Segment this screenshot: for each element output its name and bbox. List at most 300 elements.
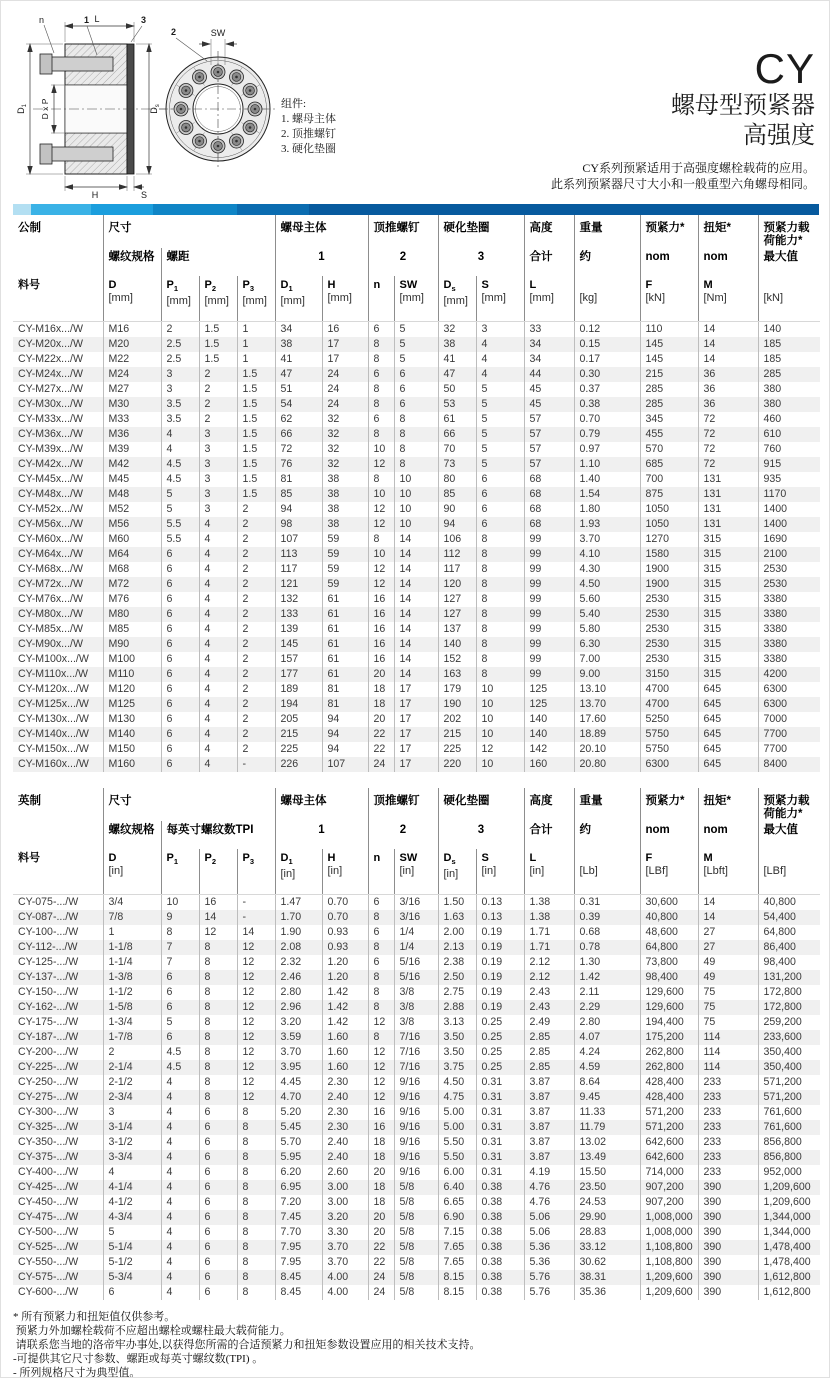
data-cell: 47 <box>275 367 322 382</box>
data-cell: CY-125-.../W <box>18 956 79 968</box>
data-cell: 1.71 <box>524 925 574 940</box>
data-cell: 7 <box>161 940 199 955</box>
data-cell: 9/16 <box>394 1120 438 1135</box>
sub-header: 2 <box>368 821 438 849</box>
sub-header: 约 <box>574 821 640 849</box>
data-cell: M130 <box>103 712 161 727</box>
data-cell: CY-525-.../W <box>13 1240 103 1255</box>
data-cell: 1/4 <box>394 940 438 955</box>
data-cell: 2 <box>237 682 275 697</box>
data-cell: 12 <box>368 457 394 472</box>
data-cell: 40,800 <box>758 895 820 911</box>
data-cell: 12 <box>476 742 524 757</box>
data-cell: 8 <box>368 970 394 985</box>
accent-bar-main <box>309 204 819 215</box>
data-cell: 5.50 <box>438 1150 476 1165</box>
data-cell: 12 <box>368 1075 394 1090</box>
data-cell: 120 <box>438 577 476 592</box>
data-cell: 3 <box>161 382 199 397</box>
data-cell: 6 <box>161 667 199 682</box>
data-cell: 0.13 <box>476 895 524 911</box>
data-cell: CY-400-.../W <box>18 1166 79 1178</box>
table-row <box>13 895 820 911</box>
table-row <box>13 487 820 502</box>
data-cell: 10 <box>476 682 524 697</box>
data-cell: 44 <box>524 367 574 382</box>
data-cell: 12 <box>368 1090 394 1105</box>
data-cell: 68 <box>524 502 574 517</box>
data-cell: 94 <box>438 517 476 532</box>
data-cell: 6 <box>394 367 438 382</box>
data-cell: 80 <box>438 472 476 487</box>
data-cell: 17 <box>394 742 438 757</box>
group-header-row <box>13 788 820 821</box>
data-cell: 66 <box>275 427 322 442</box>
data-cell: 3.70 <box>322 1255 368 1270</box>
data-cell: 24.53 <box>574 1195 640 1210</box>
data-cell: 9/16 <box>394 1165 438 1180</box>
data-cell: 760 <box>758 442 820 457</box>
data-cell: 32 <box>322 412 368 427</box>
data-cell: 129,600 <box>640 985 698 1000</box>
data-cell: 315 <box>698 652 758 667</box>
data-cell: 66 <box>438 427 476 442</box>
data-cell: 18 <box>368 1180 394 1195</box>
data-cell: 0.25 <box>476 1030 524 1045</box>
data-cell: 1.5 <box>199 337 237 352</box>
data-cell: 3.5 <box>161 412 199 427</box>
data-cell: 140 <box>438 637 476 652</box>
data-cell: M120 <box>103 682 161 697</box>
data-cell: 4.76 <box>524 1180 574 1195</box>
data-cell: 4.75 <box>438 1090 476 1105</box>
data-cell: 8 <box>237 1195 275 1210</box>
data-cell: 7700 <box>758 742 820 757</box>
data-cell: 185 <box>758 352 820 367</box>
data-cell: 73 <box>438 457 476 472</box>
data-cell: CY-200-.../W <box>18 1046 79 1058</box>
data-cell: 4 <box>161 1240 199 1255</box>
group-header: 预紧力* <box>640 215 698 248</box>
data-cell: 8 <box>476 607 524 622</box>
data-cell: 1.42 <box>322 985 368 1000</box>
data-cell: 3.00 <box>322 1180 368 1195</box>
data-cell: 8 <box>368 910 394 925</box>
data-cell: 6 <box>199 1270 237 1285</box>
data-cell: 8 <box>199 1030 237 1045</box>
data-cell: M110 <box>103 667 161 682</box>
data-cell: 4 <box>161 1195 199 1210</box>
data-cell: 1-1/8 <box>103 940 161 955</box>
table-row <box>13 1135 820 1150</box>
data-cell: 571,200 <box>640 1105 698 1120</box>
data-cell: M140 <box>103 727 161 742</box>
data-cell: 215 <box>275 727 322 742</box>
col-header: $P_1$ [mm] <box>161 276 199 322</box>
data-cell: 38 <box>322 472 368 487</box>
data-cell: 6300 <box>640 757 698 772</box>
data-cell: 8 <box>368 985 394 1000</box>
table-row <box>13 412 820 427</box>
dim-label-L: L <box>94 14 100 24</box>
data-cell: M45 <box>103 472 161 487</box>
data-cell: 22 <box>368 1255 394 1270</box>
data-cell: 157 <box>275 652 322 667</box>
data-cell: 4.00 <box>322 1285 368 1300</box>
data-cell: CY-475-.../W <box>13 1210 103 1225</box>
data-cell: 2530 <box>758 577 820 592</box>
group-header-row <box>13 215 820 248</box>
data-cell: M76 <box>103 592 161 607</box>
data-cell: 0.97 <box>574 442 640 457</box>
data-cell: 0.15 <box>574 337 640 352</box>
data-cell: 41 <box>438 352 476 367</box>
callout-1: 1 <box>84 15 90 25</box>
data-cell: 262,800 <box>640 1060 698 1075</box>
data-cell: 0.38 <box>476 1285 524 1300</box>
data-cell: 6 <box>368 322 394 338</box>
data-cell: CY-425-.../W <box>13 1180 103 1195</box>
data-cell: 99 <box>524 562 574 577</box>
data-cell: 2.30 <box>322 1120 368 1135</box>
table-row <box>13 367 820 382</box>
data-cell: 390 <box>698 1255 758 1270</box>
data-cell: 13.70 <box>574 697 640 712</box>
data-cell: 5 <box>476 382 524 397</box>
data-cell: 2.50 <box>438 970 476 985</box>
sub-header: 合计 <box>524 821 574 849</box>
group-header: 预紧力载荷能力* <box>758 788 820 821</box>
data-cell: 345 <box>640 412 698 427</box>
sub-header-row <box>13 248 820 276</box>
data-cell: 3.00 <box>322 1195 368 1210</box>
data-cell: 1,344,000 <box>758 1210 820 1225</box>
data-cell: 2530 <box>640 652 698 667</box>
data-cell: 2.40 <box>322 1090 368 1105</box>
data-cell: 4 <box>199 682 237 697</box>
group-header: 螺母主体 <box>275 215 368 248</box>
table-row <box>13 637 820 652</box>
sub-header: 1 <box>275 248 368 276</box>
table-row <box>13 1150 820 1165</box>
sub-header: 螺纹规格 <box>103 248 161 276</box>
data-cell: 315 <box>698 532 758 547</box>
footnotes <box>13 1310 817 1378</box>
data-cell: 190 <box>438 697 476 712</box>
data-cell: 28.83 <box>574 1225 640 1240</box>
data-cell: M20 <box>103 337 161 352</box>
data-cell: 5/8 <box>394 1255 438 1270</box>
data-cell: 1.10 <box>574 457 640 472</box>
data-cell: 350,400 <box>758 1060 820 1075</box>
data-cell: CY-137-.../W <box>13 970 103 985</box>
data-cell: 106 <box>438 532 476 547</box>
data-cell: 4 <box>199 577 237 592</box>
table-row <box>13 955 820 970</box>
data-cell: 5.80 <box>574 622 640 637</box>
data-cell: 14 <box>698 322 758 338</box>
data-cell: 4 <box>199 637 237 652</box>
data-cell: 112 <box>438 547 476 562</box>
data-cell: 645 <box>698 727 758 742</box>
data-cell: 1.5 <box>199 322 237 338</box>
group-header: 扭矩* <box>698 788 758 821</box>
data-cell: CY-600-.../W <box>18 1286 79 1298</box>
data-cell: 59 <box>322 547 368 562</box>
data-cell: 11.79 <box>574 1120 640 1135</box>
data-cell: 4 <box>199 562 237 577</box>
data-cell: 5/8 <box>394 1240 438 1255</box>
data-cell: 8 <box>476 577 524 592</box>
data-cell: 6300 <box>758 682 820 697</box>
data-cell: 6 <box>199 1240 237 1255</box>
data-cell: 1-7/8 <box>103 1030 161 1045</box>
data-cell: 8 <box>237 1150 275 1165</box>
data-cell: 133 <box>275 607 322 622</box>
data-cell: 0.31 <box>476 1090 524 1105</box>
sub-header: 螺纹规格 <box>103 821 161 849</box>
data-cell: 1.70 <box>275 910 322 925</box>
data-cell: 34 <box>524 337 574 352</box>
data-cell: 0.30 <box>574 367 640 382</box>
data-cell: 152 <box>438 652 476 667</box>
data-cell: 18 <box>368 1135 394 1150</box>
data-cell: CY-150-.../W <box>18 986 79 998</box>
data-cell: CY-M68x.../W <box>18 563 83 575</box>
data-cell: 35.36 <box>574 1285 640 1300</box>
data-cell: 6 <box>161 1000 199 1015</box>
data-cell: 38.31 <box>574 1270 640 1285</box>
data-cell: 81 <box>322 682 368 697</box>
data-cell: 4 <box>161 1135 199 1150</box>
data-cell: 12 <box>368 1060 394 1075</box>
data-cell: 700 <box>640 472 698 487</box>
data-cell: 571,200 <box>640 1120 698 1135</box>
data-cell: 14 <box>698 337 758 352</box>
data-cell: 14 <box>698 352 758 367</box>
data-cell: 2-1/4 <box>103 1060 161 1075</box>
data-cell: 4.5 <box>161 1060 199 1075</box>
table-row <box>13 1105 820 1120</box>
data-cell: 72 <box>698 427 758 442</box>
data-cell: 645 <box>698 682 758 697</box>
data-cell: CY-100-.../W <box>18 926 79 938</box>
data-cell: 1.40 <box>574 472 640 487</box>
data-cell: 36 <box>698 382 758 397</box>
data-cell: 20 <box>368 1225 394 1240</box>
data-cell: 875 <box>640 487 698 502</box>
data-cell: 18.89 <box>574 727 640 742</box>
table-row <box>13 427 820 442</box>
table-row <box>13 562 820 577</box>
data-cell: 2 <box>237 547 275 562</box>
data-cell: 6 <box>161 985 199 1000</box>
group-header: 重量 <box>574 215 640 248</box>
data-cell: 2-1/2 <box>103 1075 161 1090</box>
data-cell: 17 <box>394 712 438 727</box>
data-cell: 952,000 <box>758 1165 820 1180</box>
table-row <box>13 607 820 622</box>
data-cell: 99 <box>524 652 574 667</box>
data-cell: 10 <box>161 895 199 911</box>
data-cell: 0.25 <box>476 1060 524 1075</box>
data-cell: 5250 <box>640 712 698 727</box>
data-cell: 57 <box>524 457 574 472</box>
data-cell: 8 <box>476 652 524 667</box>
data-cell: 0.31 <box>476 1120 524 1135</box>
data-cell: 0.31 <box>476 1150 524 1165</box>
col-header: $P_2$ [mm] <box>199 276 237 322</box>
data-cell: 5 <box>476 457 524 472</box>
data-cell: 5.36 <box>524 1255 574 1270</box>
table-row <box>13 577 820 592</box>
data-cell: 8 <box>368 1030 394 1045</box>
data-cell: 34 <box>524 352 574 367</box>
table-row <box>13 1180 820 1195</box>
data-cell: 17 <box>394 682 438 697</box>
data-cell: 3.5 <box>161 397 199 412</box>
data-cell: 0.17 <box>574 352 640 367</box>
data-cell: M80 <box>103 607 161 622</box>
data-cell: 5-1/4 <box>103 1240 161 1255</box>
data-cell: 10 <box>394 487 438 502</box>
table-row <box>13 457 820 472</box>
data-cell: 1690 <box>758 532 820 547</box>
data-cell: 0.38 <box>574 397 640 412</box>
data-cell: 6 <box>199 1195 237 1210</box>
accent-bar-segment <box>153 204 237 215</box>
data-cell: 75 <box>698 1015 758 1030</box>
data-cell: 3380 <box>758 652 820 667</box>
col-header: M [Lbft] <box>698 849 758 895</box>
data-cell: 4.30 <box>574 562 640 577</box>
data-cell: 0.25 <box>476 1045 524 1060</box>
data-cell: 9/16 <box>394 1075 438 1090</box>
data-cell: 94 <box>322 712 368 727</box>
data-cell: M125 <box>103 697 161 712</box>
data-cell: M52 <box>103 502 161 517</box>
data-cell: 3.70 <box>574 532 640 547</box>
table-row <box>13 1255 820 1270</box>
data-cell: - <box>237 757 275 772</box>
data-cell: 4 <box>199 727 237 742</box>
data-cell: 61 <box>322 637 368 652</box>
data-cell: 2 <box>237 652 275 667</box>
data-cell: CY-162-.../W <box>13 1000 103 1015</box>
data-cell: 18 <box>368 682 394 697</box>
data-cell: 2 <box>103 1045 161 1060</box>
data-cell: 4200 <box>758 667 820 682</box>
data-cell: 2.40 <box>322 1135 368 1150</box>
table-row <box>13 532 820 547</box>
data-cell: 2 <box>237 532 275 547</box>
data-cell: 61 <box>322 667 368 682</box>
data-cell: M42 <box>103 457 161 472</box>
data-cell: 2.88 <box>438 1000 476 1015</box>
data-cell: 9/16 <box>394 1090 438 1105</box>
data-cell: 4 <box>199 622 237 637</box>
data-cell: 1050 <box>640 517 698 532</box>
data-cell: 16 <box>368 622 394 637</box>
title-block <box>551 47 815 192</box>
sub-header: 2 <box>368 248 438 276</box>
data-cell: 1.80 <box>574 502 640 517</box>
data-cell: 4 <box>161 1075 199 1090</box>
data-cell: 59 <box>322 577 368 592</box>
data-cell: 0.31 <box>476 1135 524 1150</box>
data-cell: 1,108,800 <box>640 1240 698 1255</box>
data-cell: CY-M76x.../W <box>18 593 83 605</box>
data-cell: 8 <box>237 1180 275 1195</box>
data-cell: M72 <box>103 577 161 592</box>
data-cell: 185 <box>758 337 820 352</box>
data-cell: CY-M22x.../W <box>18 353 83 365</box>
data-cell: 9/16 <box>394 1105 438 1120</box>
data-cell: 2.38 <box>438 955 476 970</box>
data-cell: 4.5 <box>161 472 199 487</box>
data-cell: 0.38 <box>476 1270 524 1285</box>
data-cell: 2 <box>237 712 275 727</box>
data-cell: 10 <box>368 547 394 562</box>
data-cell: 6 <box>161 742 199 757</box>
data-cell: CY-M160x.../W <box>13 757 103 772</box>
data-cell: 81 <box>275 472 322 487</box>
pretensioner-drawing <box>13 11 493 199</box>
data-cell: 5/8 <box>394 1180 438 1195</box>
data-cell: 3/8 <box>394 985 438 1000</box>
data-cell: 45 <box>524 382 574 397</box>
data-cell: 1.38 <box>524 910 574 925</box>
data-cell: 0.31 <box>476 1165 524 1180</box>
data-cell: 315 <box>698 622 758 637</box>
data-cell: 233 <box>698 1165 758 1180</box>
data-cell: 5/8 <box>394 1210 438 1225</box>
data-cell: 3.20 <box>322 1210 368 1225</box>
data-cell: 5.5 <box>161 532 199 547</box>
data-cell: 350,400 <box>758 1045 820 1060</box>
data-cell: 1,209,600 <box>640 1270 698 1285</box>
data-cell: 175,200 <box>640 1030 698 1045</box>
data-cell: CY-075-.../W <box>18 896 79 908</box>
data-cell: 3.50 <box>438 1045 476 1060</box>
table-row <box>13 652 820 667</box>
data-cell: 390 <box>698 1285 758 1300</box>
data-cell: 3.70 <box>275 1045 322 1060</box>
col-header: S [mm] <box>476 276 524 322</box>
data-cell: 145 <box>275 637 322 652</box>
data-cell: 8 <box>368 397 394 412</box>
data-cell: 3150 <box>640 667 698 682</box>
front-view <box>159 27 277 167</box>
data-cell: 4.19 <box>524 1165 574 1180</box>
data-cell: 5/8 <box>394 1195 438 1210</box>
data-cell: M39 <box>103 442 161 457</box>
data-cell: 36 <box>698 397 758 412</box>
data-cell: 3 <box>161 367 199 382</box>
data-cell: 215 <box>640 367 698 382</box>
data-cell: 5.00 <box>438 1120 476 1135</box>
data-cell: 0.19 <box>476 985 524 1000</box>
data-cell: 3.95 <box>275 1060 322 1075</box>
data-cell: 7 <box>161 955 199 970</box>
table-row <box>13 712 820 727</box>
legend-item: 1. 螺母主体 <box>281 113 336 125</box>
data-cell: 761,600 <box>758 1120 820 1135</box>
col-header: F [LBf] <box>640 849 698 895</box>
data-cell: 6 <box>476 517 524 532</box>
data-cell: 5.20 <box>275 1105 322 1120</box>
data-cell: 6 <box>368 925 394 940</box>
